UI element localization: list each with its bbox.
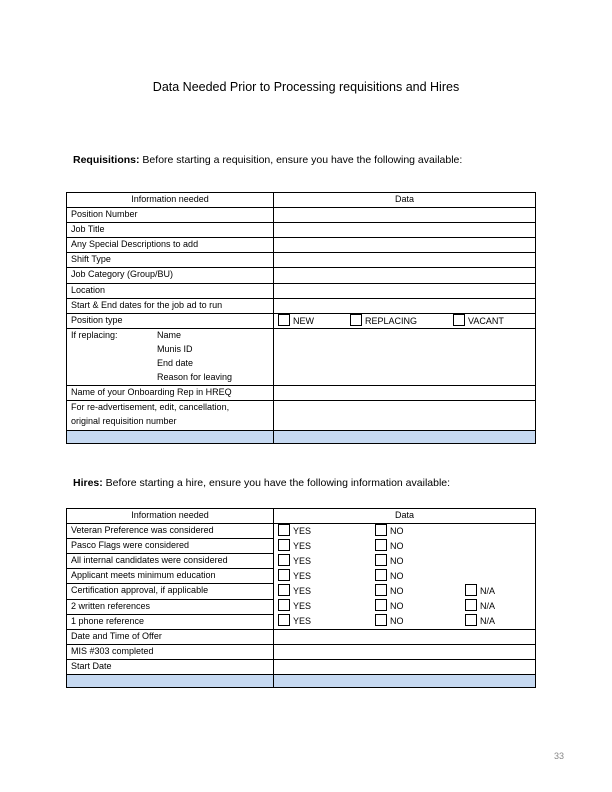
- data-cell[interactable]: [274, 238, 536, 253]
- yes-no-na-options: [274, 584, 536, 599]
- option-na[interactable]: N/A: [465, 584, 495, 597]
- checkbox-icon[interactable]: [278, 584, 290, 596]
- option-vacant[interactable]: VACANT: [453, 314, 504, 327]
- data-cell[interactable]: [274, 629, 536, 644]
- checkbox-icon[interactable]: [278, 554, 290, 566]
- checkbox-icon[interactable]: [453, 314, 465, 326]
- data-cell[interactable]: [274, 644, 536, 659]
- checkbox-icon[interactable]: [375, 614, 387, 626]
- row-label: If replacing: Name: [67, 328, 274, 343]
- row-label: For re-advertisement, edit, cancellation,: [67, 401, 274, 416]
- row-label: All internal candidates were considered: [67, 554, 274, 569]
- header-information-needed: Information needed: [67, 509, 274, 524]
- table-row: [67, 283, 536, 298]
- row-label: Start & End dates for the job ad to run: [67, 298, 274, 313]
- table-row: [67, 629, 536, 644]
- option-yes[interactable]: YES: [278, 569, 375, 582]
- data-cell[interactable]: [274, 371, 536, 386]
- checkbox-icon[interactable]: [465, 584, 477, 596]
- data-cell[interactable]: [274, 298, 536, 313]
- option-na[interactable]: N/A: [465, 599, 495, 612]
- data-cell[interactable]: [274, 659, 536, 674]
- checkbox-icon[interactable]: [375, 554, 387, 566]
- row-label: Certification approval, if applicable: [67, 584, 274, 599]
- option-yes[interactable]: YES: [278, 539, 375, 552]
- row-label: Pasco Flags were considered: [67, 539, 274, 554]
- row-label: Date and Time of Offer: [67, 629, 274, 644]
- header-data: Data: [274, 193, 536, 208]
- data-cell[interactable]: [274, 386, 536, 401]
- table-row: [67, 524, 536, 539]
- data-cell[interactable]: [274, 268, 536, 283]
- table-row: [67, 298, 536, 313]
- option-no[interactable]: NO: [375, 584, 465, 597]
- table-row: [67, 569, 536, 584]
- table-row: [67, 386, 536, 401]
- row-label: Name of your Onboarding Rep in HREQ: [67, 386, 274, 401]
- table-row: [67, 614, 536, 629]
- row-label: Job Title: [67, 223, 274, 238]
- row-label: Position type: [67, 313, 274, 328]
- table-row: [67, 268, 536, 283]
- row-label: Shift Type: [67, 253, 274, 268]
- checkbox-icon[interactable]: [375, 524, 387, 536]
- data-cell[interactable]: [274, 223, 536, 238]
- requisitions-heading: Requisitions:: [73, 154, 140, 166]
- option-na[interactable]: N/A: [465, 614, 495, 627]
- row-label: Any Special Descriptions to add: [67, 238, 274, 253]
- row-label: Position Number: [67, 208, 274, 223]
- table-row: [67, 313, 536, 328]
- table-row: [67, 584, 536, 599]
- yes-no-options: [274, 569, 536, 584]
- checkbox-icon[interactable]: [278, 599, 290, 611]
- table-row: [67, 401, 536, 416]
- option-no[interactable]: NO: [375, 539, 404, 552]
- position-type-options: [274, 313, 536, 328]
- option-new[interactable]: NEW: [278, 314, 350, 327]
- option-yes[interactable]: YES: [278, 524, 375, 537]
- checkbox-icon[interactable]: [350, 314, 362, 326]
- checkbox-icon[interactable]: [375, 539, 387, 551]
- option-no[interactable]: NO: [375, 569, 404, 582]
- checkbox-icon[interactable]: [278, 314, 290, 326]
- table-row: [67, 343, 536, 357]
- row-label: Start Date: [67, 659, 274, 674]
- option-replacing[interactable]: REPLACING: [350, 314, 453, 327]
- table-footer-row: [67, 430, 536, 443]
- checkbox-icon[interactable]: [465, 599, 477, 611]
- table-row: [67, 539, 536, 554]
- table-row: [67, 554, 536, 569]
- hires-table: [66, 508, 536, 688]
- data-cell[interactable]: [274, 401, 536, 430]
- row-label: Veteran Preference was considered: [67, 524, 274, 539]
- data-cell[interactable]: [274, 283, 536, 298]
- row-label: Applicant meets minimum education: [67, 569, 274, 584]
- table-row: [67, 223, 536, 238]
- hires-instructions: Before starting a hire, ensure you have the following information available:: [102, 477, 451, 489]
- yes-no-na-options: [274, 614, 536, 629]
- checkbox-icon[interactable]: [278, 614, 290, 626]
- yes-no-options: [274, 524, 536, 539]
- yes-no-na-options: [274, 599, 536, 614]
- option-yes[interactable]: YES: [278, 614, 375, 627]
- table-row: [67, 599, 536, 614]
- checkbox-icon[interactable]: [278, 569, 290, 581]
- table-header-row: [67, 509, 536, 524]
- option-no[interactable]: NO: [375, 554, 404, 567]
- table-row: [67, 659, 536, 674]
- table-footer-row: [67, 675, 536, 688]
- option-yes[interactable]: YES: [278, 584, 375, 597]
- option-yes[interactable]: YES: [278, 599, 375, 612]
- row-label: Munis ID: [67, 343, 274, 357]
- data-cell[interactable]: [274, 328, 536, 343]
- requisitions-intro: [73, 154, 462, 166]
- data-cell[interactable]: [274, 357, 536, 371]
- checkbox-icon[interactable]: [278, 539, 290, 551]
- row-label: Location: [67, 283, 274, 298]
- row-label: MIS #303 completed: [67, 644, 274, 659]
- table-row: [67, 371, 536, 386]
- page-title: Data Needed Prior to Processing requisitions and Hires: [152, 80, 460, 94]
- row-label: End date: [67, 357, 274, 371]
- table-row: [67, 328, 536, 343]
- data-cell[interactable]: [274, 208, 536, 223]
- row-label: Job Category (Group/BU): [67, 268, 274, 283]
- header-information-needed: Information needed: [67, 193, 274, 208]
- checkbox-icon[interactable]: [278, 524, 290, 536]
- table-row: [67, 208, 536, 223]
- header-data: Data: [274, 509, 536, 524]
- table-row: [67, 357, 536, 371]
- table-row: [67, 644, 536, 659]
- table-header-row: [67, 193, 536, 208]
- checkbox-icon[interactable]: [465, 614, 477, 626]
- option-no[interactable]: NO: [375, 614, 465, 627]
- checkbox-icon[interactable]: [375, 569, 387, 581]
- table-row: [67, 253, 536, 268]
- row-label: 2 written references: [67, 599, 274, 614]
- option-no[interactable]: NO: [375, 524, 404, 537]
- row-label: Reason for leaving: [67, 371, 274, 386]
- requisitions-table: [66, 192, 536, 444]
- yes-no-options: [274, 554, 536, 569]
- hires-heading: Hires:: [73, 477, 103, 489]
- page-number: 33: [553, 751, 564, 761]
- row-label: original requisition number: [67, 415, 274, 430]
- checkbox-icon[interactable]: [375, 584, 387, 596]
- row-label: 1 phone reference: [67, 614, 274, 629]
- data-cell[interactable]: [274, 343, 536, 357]
- option-no[interactable]: NO: [375, 599, 465, 612]
- checkbox-icon[interactable]: [375, 599, 387, 611]
- hires-intro: [73, 477, 450, 489]
- data-cell[interactable]: [274, 253, 536, 268]
- yes-no-options: [274, 539, 536, 554]
- option-yes[interactable]: YES: [278, 554, 375, 567]
- requisitions-instructions: Before starting a requisition, ensure you have the following available:: [139, 154, 463, 166]
- table-row: [67, 238, 536, 253]
